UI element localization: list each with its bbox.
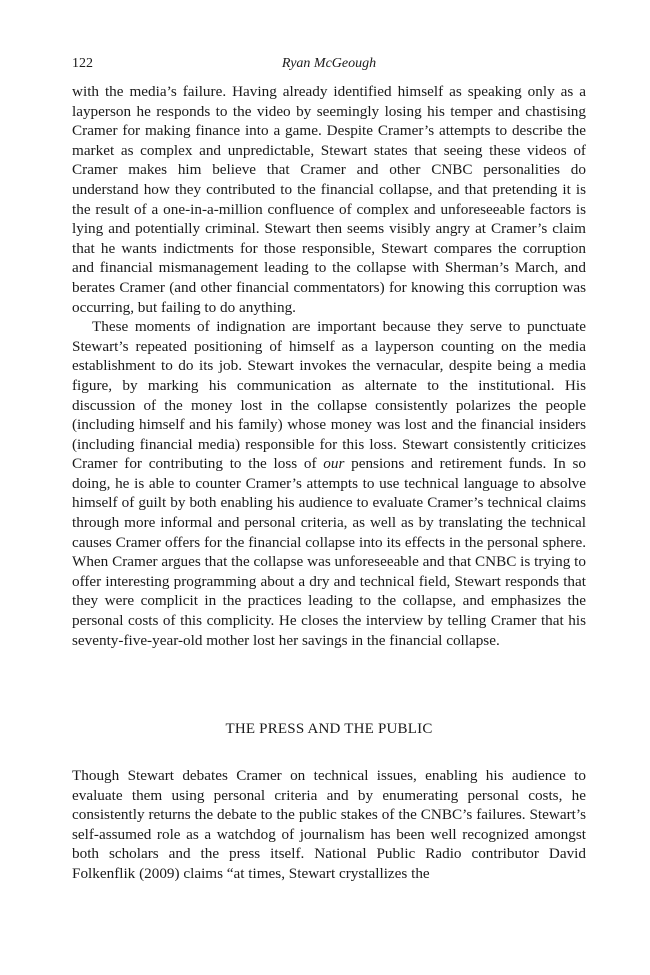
section-heading: THE PRESS AND THE PUBLIC: [225, 721, 433, 737]
paragraph-1: with the media’s failure. Having already identified himself as speaking only as a layperson he responds to the video by seemingly losing his temper and chastising Cramer for making finance into a game. Despite Cramer’s attempts to describe the market as complex and unpredictable, Stewart states that seeing these videos of Cramer makes him believe that Cramer and other CNBC personalities do understand how they contributed to the financial collapse, and that pretending it is the result of a one-in-a-million confluence of complex and unforeseeable factors is lying and potentially criminal. Stewart then seems visibly angry at Cramer’s claim that he wants indictments for those responsible, Stewart compares the corruption and financial mismanagement leading to the collapse with Sherman’s March, and berates Cramer (and other financial commentators) for knowing this corruption was occurring, but failing to do anything.: [72, 83, 586, 316]
paragraph-2-part-1: These moments of indignation are important because they serve to punctuate Stewart’s repeated positioning of himself as a layperson counting on the media establishment to do its job. Stewart invokes the vernacular, despite being a media figure, by marking his communication as alternate to the institutional. His discussion of the money lost in the collapse consistently polarizes the people (including himself and his family) whose money was lost and the financial insiders (including financial media) responsible for this loss. Stewart consistently criticizes Cramer for contributing to the loss of: [72, 318, 586, 473]
page-number: 122: [72, 56, 93, 71]
running-title-author: Ryan McGeough: [281, 56, 377, 71]
paragraph-3: Though Stewart debates Cramer on technical issues, enabling his audience to evaluate them using personal criteria and by enumerating personal costs, he consistently returns the debate to the public stakes of the CNBC’s failures. Stewart’s self-assumed role as a watchdog of journalism has been well recognized amongst both scholars and the press itself. National Public Radio contributor David Folkenflik (2009) claims “at times, Stewart crystallizes the: [72, 767, 586, 882]
paragraph-2-part-2: pensions and retirement funds. In so doing, he is able to counter Cramer’s attempts to use technical language to absolve himself of guilt by both enabling his audience to evaluate Cramer’s technical claims through more informal and personal criteria, as well as by translating the technical causes Cramer offers for the financial collapse into its effects in the personal sphere. When Cramer argues that the collapse was unforeseeable and that CNBC is trying to offer interesting programming about a dry and technical field, Stewart responds that they were complicit in the practices leading to the collapse, and emphasizes the personal costs of this complicity. He closes the interview by telling Cramer that his seventy-five-year-old mother lost her savings in the financial collapse.: [72, 455, 586, 649]
emphasis-our: our: [323, 455, 345, 473]
main-text: [72, 82, 586, 650]
running-head: [72, 54, 586, 74]
paragraph-2: [72, 317, 586, 650]
section-text: [72, 766, 586, 884]
